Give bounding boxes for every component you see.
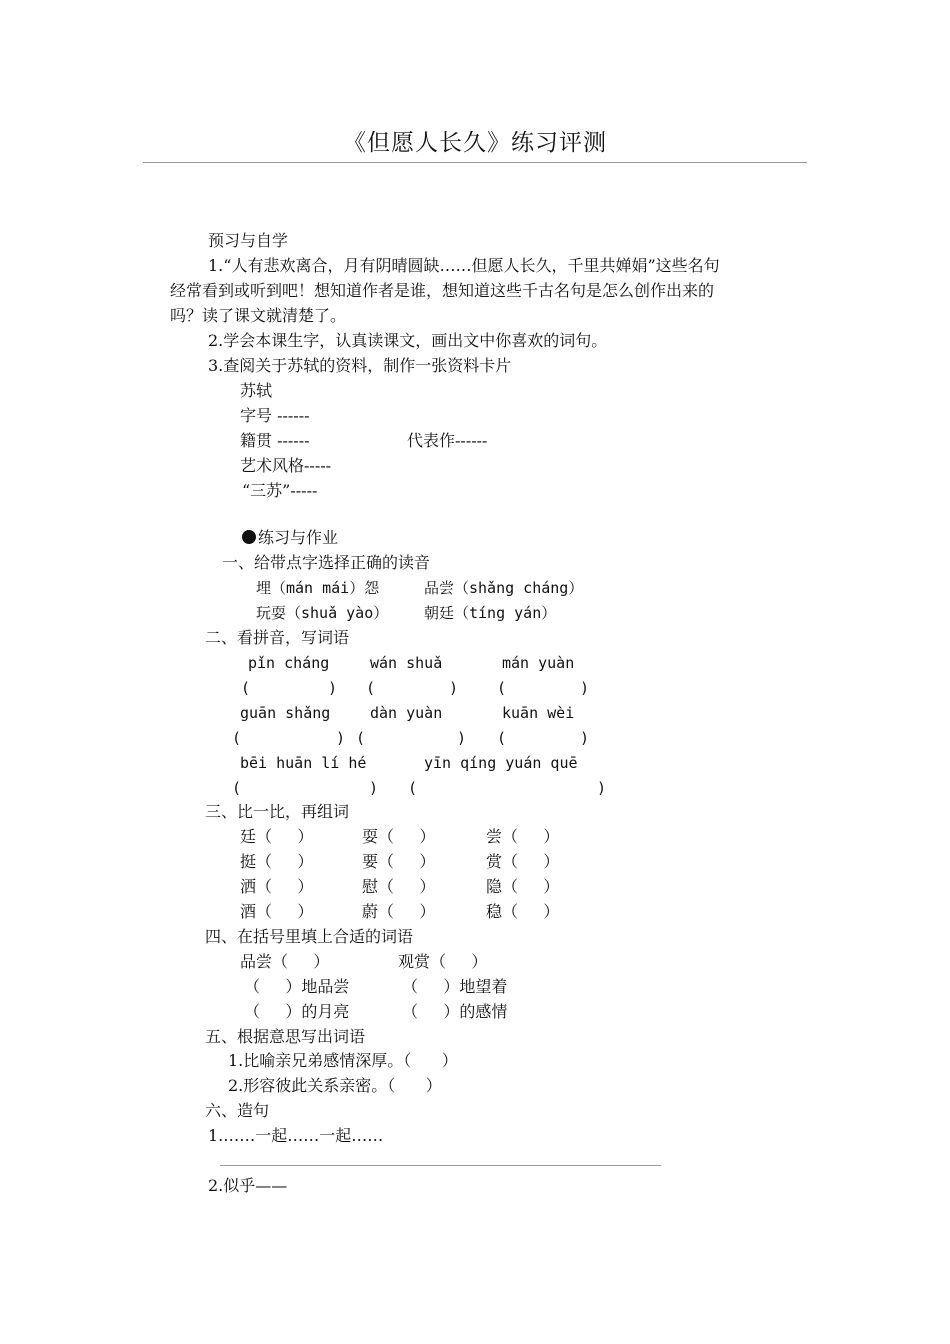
pinyin-item: wán shuǎ [370, 654, 443, 672]
paren-open: ( [232, 729, 242, 747]
paren-open: ( [241, 679, 251, 697]
fill-item: 品尝（ ） [240, 952, 330, 971]
card-name: 苏轼 [240, 381, 273, 400]
fill-item: （ ）地望着 [402, 977, 508, 996]
paren-close: ) [580, 679, 590, 697]
s1-item-maiyuan: 埋（mán mái）怨 [256, 579, 380, 597]
paren-close: ) [457, 729, 467, 747]
compare-item: 挺（ ） [240, 852, 314, 871]
paren-open: ( [497, 729, 507, 747]
pinyin-item: mán yuàn [502, 654, 575, 672]
compare-item: 稳（ ） [486, 902, 560, 921]
pinyin-item: yīn qíng yuán quē [424, 754, 578, 772]
paren-close: ) [597, 779, 607, 797]
bullet-icon [242, 530, 256, 544]
section6-heading: 六、造句 [205, 1101, 270, 1120]
preview-q1-line3: 吗？读了课文就清楚了。 [170, 306, 347, 325]
preview-heading: 预习与自学 [208, 231, 289, 250]
fill-item: （ ）的感情 [402, 1002, 508, 1021]
paren-close: ) [369, 779, 379, 797]
sentence-q1: 1.……一起……一起…… [208, 1126, 384, 1145]
title-divider [143, 162, 807, 163]
compare-item: 尝（ ） [486, 827, 560, 846]
compare-item: 赏（ ） [486, 852, 560, 871]
section2-heading: 二、看拼音，写词语 [205, 628, 350, 647]
card-daibiaozuo: 代表作------ [407, 431, 488, 450]
compare-item: 蔚（ ） [362, 902, 436, 921]
compare-item: 酒（ ） [240, 902, 314, 921]
practice-heading-text: 练习与作业 [258, 528, 339, 547]
fill-item: （ ）的月亮 [244, 1002, 350, 1021]
s1-item-pinchang: 品尝（shǎng cháng） [424, 579, 584, 597]
compare-item: 耍（ ） [362, 827, 436, 846]
practice-heading [242, 528, 338, 548]
section4-heading: 四、在括号里填上合适的词语 [205, 927, 414, 946]
card-jiguan: 籍贯 ------ [240, 431, 310, 450]
fill-item: 观赏（ ） [398, 952, 488, 971]
s1-item-chaoting: 朝廷（tíng yán） [424, 604, 557, 622]
section1-heading: 一、给带点字选择正确的读音 [222, 553, 431, 572]
compare-item: 洒（ ） [240, 877, 314, 896]
card-yishu: 艺术风格----- [240, 456, 332, 475]
pinyin-item: dàn yuàn [370, 704, 443, 722]
card-sansu: “三苏”----- [242, 481, 318, 500]
paren-open: ( [356, 729, 366, 747]
paren-open: ( [408, 779, 418, 797]
paren-close: ) [336, 729, 346, 747]
section5-heading: 五、根据意思写出词语 [205, 1027, 366, 1046]
compare-item: 隐（ ） [486, 877, 560, 896]
pinyin-item: bēi huān lí hé [240, 754, 367, 772]
card-zihao: 字号 ------ [240, 406, 310, 425]
pinyin-item: pǐn cháng [248, 654, 330, 672]
meaning-q2: 2.形容彼此关系亲密。（ ） [228, 1076, 442, 1095]
preview-q3: 3.查阅关于苏轼的资料，制作一张资料卡片 [208, 356, 512, 375]
fill-item: （ ）地品尝 [244, 977, 350, 996]
paren-close: ) [328, 679, 338, 697]
paren-open: ( [366, 679, 376, 697]
meaning-q1: 1.比喻亲兄弟感情深厚。（ ） [228, 1051, 458, 1070]
paren-close: ) [449, 679, 459, 697]
compare-item: 慰（ ） [362, 877, 436, 896]
preview-q1-line1: 1.“人有悲欢离合，月有阴晴圆缺……但愿人长久，千里共婵娟”这些名句 [208, 256, 720, 275]
section3-heading: 三、比一比，再组词 [205, 802, 350, 821]
pinyin-item: guān shǎng [240, 704, 331, 722]
preview-q1-line2: 经常看到或听到吧！想知道作者是谁，想知道这些千古名句是怎么创作出来的 [170, 281, 715, 300]
answer-line [220, 1165, 661, 1166]
pinyin-item: kuān wèi [502, 704, 575, 722]
compare-item: 要（ ） [362, 852, 436, 871]
paren-open: ( [497, 679, 507, 697]
paren-open: ( [232, 779, 242, 797]
s1-item-wanshua: 玩耍（shuǎ yào） [256, 604, 389, 622]
page-title: 《但愿人长久》练习评测 [343, 130, 607, 156]
preview-q2: 2.学会本课生字，认真读课文，画出文中你喜欢的词句。 [208, 331, 608, 350]
sentence-q2: 2.似乎—— [208, 1176, 288, 1195]
paren-close: ) [580, 729, 590, 747]
compare-item: 廷（ ） [240, 827, 314, 846]
